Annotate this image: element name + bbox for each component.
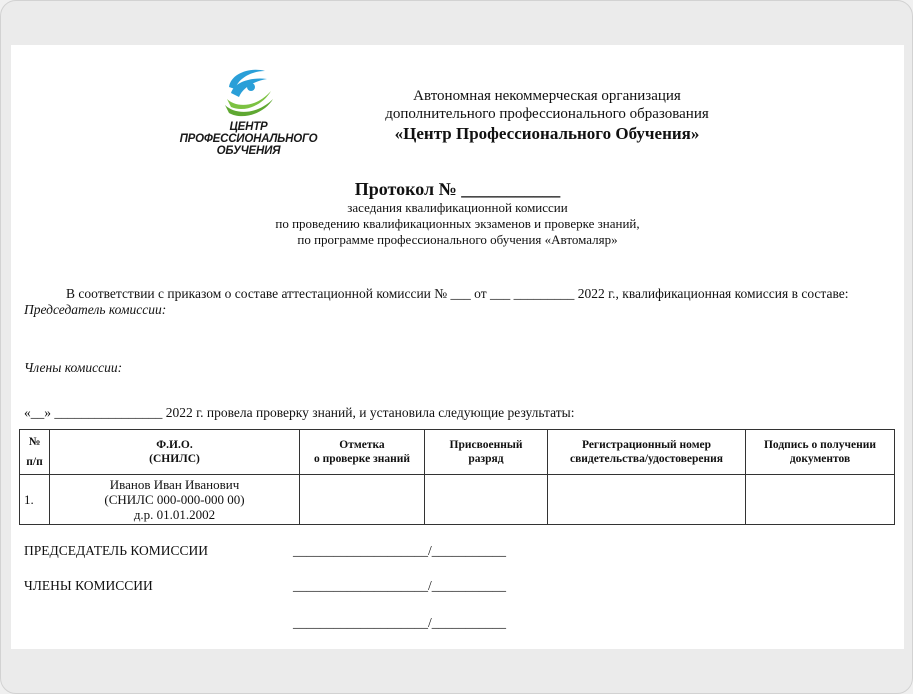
row-signature xyxy=(746,475,895,525)
organization-header xyxy=(341,87,753,145)
protocol-title-block xyxy=(11,178,904,248)
check-statement: «__» ________________ 2022 г. провела проверку знаний, и установила следующие результаты: xyxy=(24,405,575,420)
row-grade xyxy=(425,475,548,525)
row-fio xyxy=(50,475,300,525)
fio-line: д.р. 01.01.2002 xyxy=(133,507,216,522)
intro-paragraph xyxy=(24,286,894,318)
intro-text: В соответствии с приказом о составе аттестационной комиссии № ___ от ___ _________ 2022 г., квалификационная комиссия в составе: xyxy=(66,286,849,301)
logo-globe-icon xyxy=(221,65,277,117)
header-line: (СНИЛС) xyxy=(149,453,200,465)
header-line: Присвоенный xyxy=(449,439,523,451)
member-signature-line: ____________________/___________ xyxy=(293,578,507,593)
header-line: Подпись о получении xyxy=(763,439,876,451)
members-signature-label: ЧЛЕНЫ КОМИССИИ xyxy=(24,578,153,593)
header-line: № xyxy=(28,436,41,448)
header-line: свидетельства/удостоверения xyxy=(569,453,723,465)
org-type-line: дополнительного профессионального образования xyxy=(385,106,709,122)
protocol-subtitle: по программе профессионального обучения «Автомаляр» xyxy=(297,232,618,247)
header-line: документов xyxy=(789,453,851,465)
header-reg-number xyxy=(548,430,746,475)
header-fio xyxy=(50,430,300,475)
header-line: Отметка xyxy=(339,439,385,451)
logo-text-line: ЦЕНТР xyxy=(229,121,268,133)
logo-text-line: ОБУЧЕНИЯ xyxy=(216,145,281,157)
chair-signature-label: ПРЕДСЕДАТЕЛЬ КОМИССИИ xyxy=(24,543,209,558)
header-number xyxy=(20,430,50,475)
header-line: Ф.И.О. xyxy=(156,439,193,451)
header-grade xyxy=(425,430,548,475)
org-name: «Центр Профессионального Обучения» xyxy=(394,124,700,143)
header-line: Регистрационный номер xyxy=(581,439,712,451)
members-label: Члены комиссии: xyxy=(24,360,123,375)
header-mark xyxy=(300,430,425,475)
header-line: п/п xyxy=(26,456,43,468)
table-header-row xyxy=(20,430,895,475)
header-line: разряд xyxy=(468,453,504,465)
table-row xyxy=(20,475,895,525)
logo-text xyxy=(171,121,326,157)
header-line: о проверке знаний xyxy=(313,453,410,465)
chair-label: Председатель комиссии: xyxy=(24,302,167,317)
protocol-title: Протокол № ___________ xyxy=(354,179,561,199)
organization-logo xyxy=(171,65,326,169)
member-signature-line: ____________________/___________ xyxy=(293,615,507,630)
fio-line: (СНИЛС 000-000-000 00) xyxy=(104,492,245,507)
protocol-subtitle: заседания квалификационной комиссии xyxy=(347,200,568,215)
org-type-line: Автономная некоммерческая организация xyxy=(413,88,681,104)
row-mark xyxy=(300,475,425,525)
logo-text-line: ПРОФЕССИОНАЛЬНОГО xyxy=(179,133,318,145)
document-page xyxy=(11,45,904,649)
header-signature xyxy=(746,430,895,475)
fio-line: Иванов Иван Иванович xyxy=(109,477,240,492)
row-number: 1. xyxy=(20,475,50,525)
row-reg-number xyxy=(548,475,746,525)
chair-signature-line: ____________________/___________ xyxy=(293,543,507,558)
results-table xyxy=(19,429,895,525)
protocol-subtitle: по проведению квалификационных экзаменов и проверке знаний, xyxy=(275,216,640,231)
